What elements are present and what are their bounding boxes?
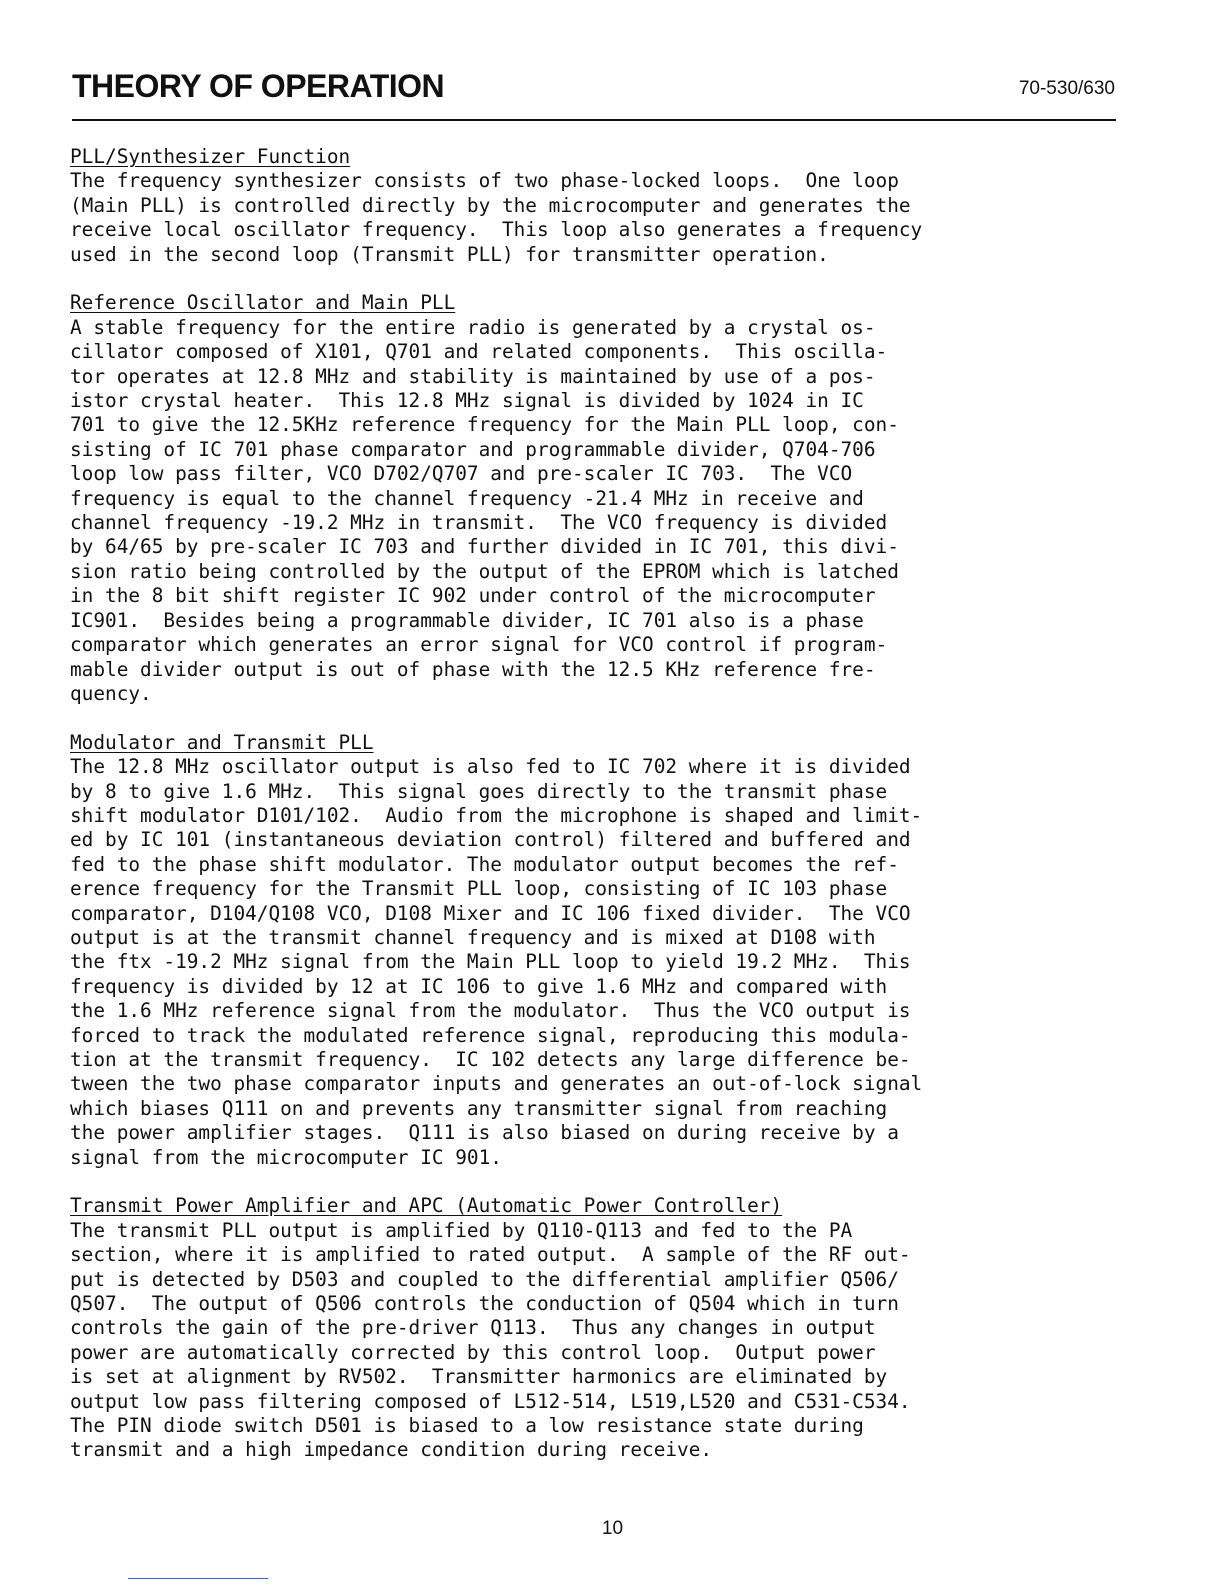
paragraph-line: mable divider output is out of phase with the 12.5 KHz reference fre-: [70, 657, 876, 681]
paragraph-line: The 12.8 MHz oscillator output is also fed to IC 702 where it is divided: [70, 755, 911, 779]
paragraph-line: the ftx -19.2 MHz signal from the Main PLL loop to yield 19.2 MHz. This: [70, 950, 911, 974]
paragraph-line: erence frequency for the Transmit PLL loop, consisting of IC 103 phase: [70, 877, 888, 901]
paragraph-line: sisting of IC 701 phase comparator and programmable divider, Q704-706: [70, 437, 876, 461]
paragraph-line: tween the two phase comparator inputs and generates an out-of-lock signal: [70, 1072, 923, 1096]
paragraph-line: channel frequency -19.2 MHz in transmit. The VCO frequency is divided: [70, 511, 888, 535]
paragraph-line: which biases Q111 on and prevents any transmitter signal from reaching: [70, 1096, 888, 1120]
footer-divider: [128, 1578, 268, 1579]
document-body: [70, 145, 1150, 1487]
header-divider: [72, 119, 1116, 121]
paragraph-line: put is detected by D503 and coupled to the differential amplifier Q506/: [70, 1267, 899, 1291]
paragraph-line: power are automatically corrected by this control loop. Output power: [70, 1340, 876, 1364]
paragraph-line: 701 to give the 12.5KHz reference frequency for the Main PLL loop, con-: [70, 413, 899, 437]
paragraph-line: frequency is equal to the channel frequency -21.4 MHz in receive and: [70, 486, 864, 510]
paragraph-line: tion at the transmit frequency. IC 102 detects any large difference be-: [70, 1048, 911, 1071]
section-heading: Reference Oscillator and Main PLL: [70, 291, 456, 315]
paragraph-line: comparator, D104/Q108 VCO, D108 Mixer and IC 106 fixed divider. The VCO: [70, 901, 911, 925]
paragraph-line: ed by IC 101 (instantaneous deviation control) filtered and buffered and: [70, 828, 911, 852]
paragraph-line: cillator composed of X101, Q701 and related components. This oscilla-: [70, 340, 888, 364]
section: [70, 1194, 1150, 1462]
paragraph-line: comparator which generates an error signal for VCO control if program-: [70, 633, 888, 657]
page-number: 10: [601, 1518, 624, 1539]
paragraph-line: The PIN diode switch D501 is biased to a low resistance state during: [70, 1414, 864, 1438]
document-id: 70-530/630: [1018, 78, 1115, 99]
paragraph-line: IC901. Besides being a programmable divider, IC 701 also is a phase: [70, 608, 864, 632]
paragraph-line: the power amplifier stages. Q111 is also biased on during receive by a: [70, 1121, 899, 1145]
paragraph-line: quency.: [70, 681, 152, 705]
section: [70, 145, 1150, 267]
section-heading: PLL/Synthesizer Function: [70, 145, 351, 168]
paragraph-line: output low pass filtering composed of L512-514, L519,L520 and C531-C534.: [70, 1389, 911, 1413]
section-heading: Transmit Power Amplifier and APC (Automatic Power Controller): [70, 1194, 783, 1218]
paragraph-line: output is at the transmit channel frequency and is mixed at D108 with: [70, 925, 876, 949]
paragraph-line: Q507. The output of Q506 controls the conduction of Q504 which in turn: [70, 1292, 899, 1316]
paragraph-line: istor crystal heater. This 12.8 MHz signal is divided by 1024 in IC: [70, 389, 864, 413]
paragraph-line: transmit and a high impedance condition during receive.: [70, 1438, 713, 1462]
paragraph-line: used in the second loop (Transmit PLL) for transmitter operation.: [70, 242, 829, 266]
paragraph-line: The transmit PLL output is amplified by Q110-Q113 and fed to the PA: [70, 1218, 853, 1242]
section: [70, 291, 1150, 706]
paragraph-line: controls the gain of the pre-driver Q113. Thus any changes in output: [70, 1316, 876, 1340]
paragraph-line: the 1.6 MHz reference signal from the modulator. Thus the VCO output is: [70, 999, 911, 1023]
paragraph-line: sion ratio being controlled by the output of the EPROM which is latched: [70, 559, 899, 583]
paragraph-line: tor operates at 12.8 MHz and stability is maintained by use of a pos-: [70, 364, 876, 388]
paragraph-line: by 64/65 by pre-scaler IC 703 and further divided in IC 701, this divi-: [70, 535, 899, 559]
paragraph-line: The frequency synthesizer consists of two phase-locked loops. One loop: [70, 169, 899, 193]
paragraph-line: frequency is divided by 12 at IC 106 to give 1.6 MHz and compared with: [70, 974, 888, 998]
paragraph-line: (Main PLL) is controlled directly by the microcomputer and generates the: [70, 193, 911, 217]
paragraph-line: fed to the phase shift modulator. The modulator output becomes the ref-: [70, 852, 899, 876]
paragraph-line: receive local oscillator frequency. This loop also generates a frequency: [70, 218, 923, 242]
paragraph-line: by 8 to give 1.6 MHz. This signal goes directly to the transmit phase: [70, 779, 888, 803]
paragraph-line: shift modulator D101/102. Audio from the microphone is shaped and limit-: [70, 803, 923, 827]
paragraph-line: is set at alignment by RV502. Transmitter harmonics are eliminated by: [70, 1365, 888, 1389]
paragraph-line: in the 8 bit shift register IC 902 under control of the microcomputer: [70, 584, 876, 608]
paragraph-line: section, where it is amplified to rated output. A sample of the RF out-: [70, 1243, 911, 1267]
section-heading: Modulator and Transmit PLL: [70, 730, 374, 754]
page-title: THEORY OF OPERATION: [72, 68, 445, 104]
paragraph-line: A stable frequency for the entire radio is generated by a crystal os-: [70, 315, 876, 339]
paragraph-line: loop low pass filter, VCO D702/Q707 and pre-scaler IC 703. The VCO: [70, 462, 853, 486]
paragraph-line: signal from the microcomputer IC 901.: [70, 1145, 502, 1169]
section: [70, 731, 1150, 1170]
paragraph-line: forced to track the modulated reference signal, reproducing this modula-: [70, 1023, 911, 1047]
